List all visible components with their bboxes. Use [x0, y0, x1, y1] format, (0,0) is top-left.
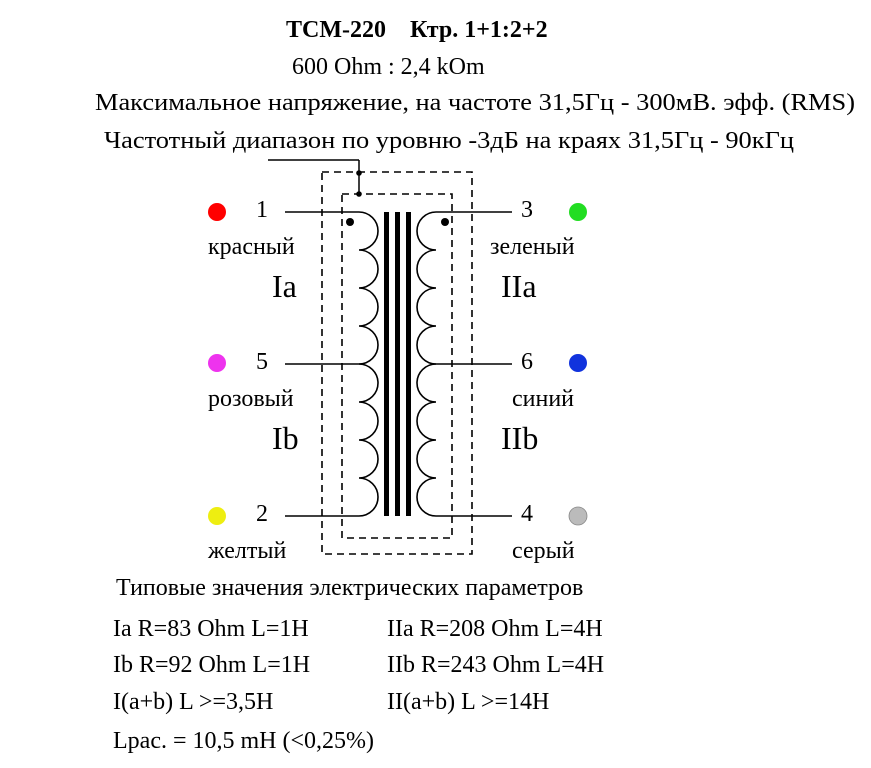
- secondary-phase-dot: [441, 218, 449, 226]
- shield-junction-inner: [356, 191, 362, 197]
- param-iib: IIb R=243 Ohm L=4H: [387, 652, 605, 678]
- core-bar-1: [384, 212, 389, 516]
- pin-4-color-dot: [569, 507, 587, 525]
- pin-3-color-name: зеленый: [490, 234, 575, 260]
- pin-5-color-dot: [208, 354, 226, 372]
- pin-2-color-dot: [208, 507, 226, 525]
- param-ib: Ib R=92 Ohm L=1H: [113, 652, 311, 678]
- param-ia: Ia R=83 Ohm L=1H: [113, 616, 309, 642]
- pin-4-number: 4: [521, 501, 533, 527]
- core-bar-3: [406, 212, 411, 516]
- winding-label-iia: IIa: [501, 268, 537, 304]
- param-i-total: I(a+b) L >=3,5H: [113, 689, 274, 715]
- title-ratio: Ктр. 1+1:2+2: [410, 17, 548, 43]
- pin-2-color-name: желтый: [208, 538, 287, 564]
- pin-6-color-dot: [569, 354, 587, 372]
- params-heading: Типовые значения электрических параметров: [116, 575, 584, 601]
- primary-winding: [285, 212, 378, 516]
- winding-label-iib: IIb: [501, 420, 539, 456]
- pin-3-color-dot: [569, 203, 587, 221]
- primary-phase-dot: [346, 218, 354, 226]
- winding-label-ib: Ib: [272, 420, 299, 456]
- pin-1-number: 1: [256, 197, 268, 223]
- shield-junction-outer: [356, 170, 362, 176]
- param-iia: IIa R=208 Ohm L=4H: [387, 616, 603, 642]
- impedance-text: 600 Ohm : 2,4 kOm: [292, 54, 485, 80]
- pin-6-number: 6: [521, 349, 533, 375]
- pin-1-color-dot: [208, 203, 226, 221]
- pin-6-color-name: синий: [512, 386, 575, 412]
- param-ii-total: II(a+b) L >=14H: [387, 689, 550, 715]
- winding-label-ia: Ia: [272, 268, 297, 304]
- param-leakage: Lрас. = 10,5 mH (<0,25%): [113, 728, 375, 754]
- freq-range-text: Частотный диапазон по уровню -3дБ на краях 31,5Гц - 90кГц: [104, 128, 795, 154]
- pin-4-color-name: серый: [512, 538, 575, 564]
- max-voltage-text: Максимальное напряжение, на частоте 31,5Гц - 300мВ. эфф. (RMS): [95, 90, 855, 116]
- pin-3-number: 3: [521, 197, 533, 223]
- pin-2-number: 2: [256, 501, 268, 527]
- pin-1-color-name: красный: [208, 234, 295, 260]
- pin-5-color-name: розовый: [208, 386, 294, 412]
- title-model: TCM-220: [286, 17, 386, 43]
- pin-5-number: 5: [256, 349, 268, 375]
- core-bar-2: [395, 212, 400, 516]
